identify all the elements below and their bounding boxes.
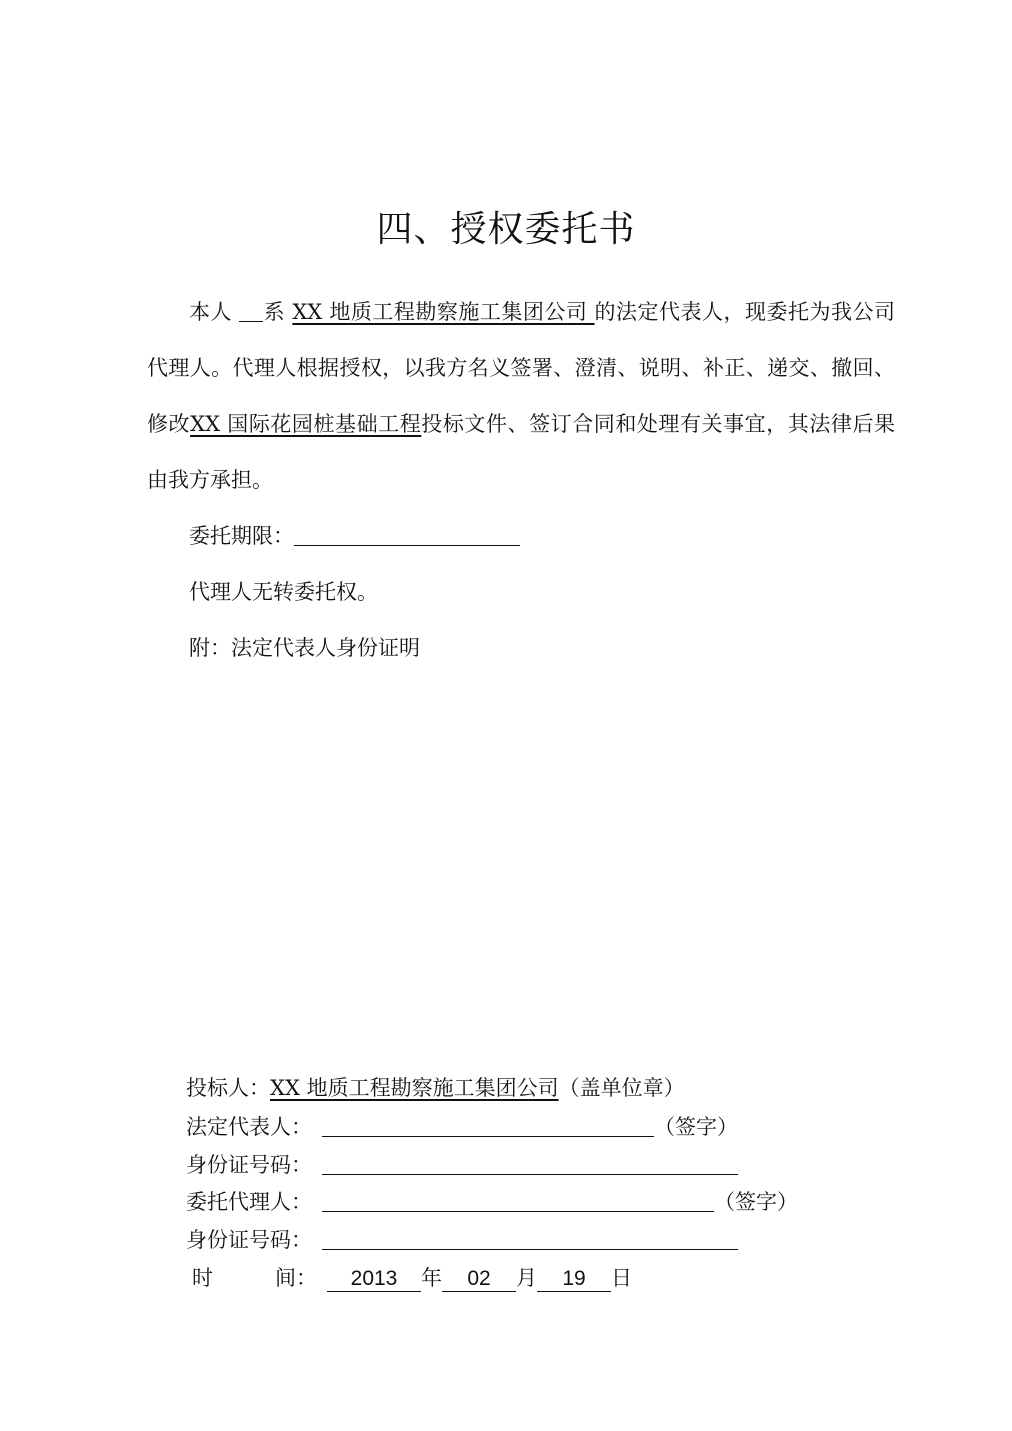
month-value[interactable]: 02 bbox=[442, 1267, 516, 1292]
body-text bbox=[147, 284, 895, 676]
id-label-2: 身份证号码： bbox=[186, 1228, 312, 1252]
attachment-note: 附：法定代表人身份证明 bbox=[189, 636, 420, 660]
legal-rep-sign-note: （签字） bbox=[654, 1115, 738, 1139]
authorization-paragraph bbox=[147, 284, 895, 508]
legal-rep-label: 法定代表人： bbox=[186, 1115, 312, 1139]
year-value[interactable]: 2013 bbox=[327, 1267, 421, 1292]
term-label: 委托期限： bbox=[189, 524, 294, 548]
id-label-1: 身份证号码： bbox=[186, 1153, 312, 1177]
company-name: XX 地质工程勘察施工集团公司 bbox=[292, 300, 595, 324]
id-blank-2[interactable] bbox=[322, 1227, 738, 1250]
bidder-label: 投标人： bbox=[186, 1076, 270, 1100]
term-blank[interactable] bbox=[294, 523, 520, 546]
project-name: XX 国际花园桩基础工程 bbox=[190, 412, 422, 436]
text-delegation: 的法定代表人，现委托为我公司代理人。代理人根据授权，以我方名义签署、澄清、说明、补正、递交、撤回、修改 bbox=[147, 300, 895, 436]
agent-blank[interactable] bbox=[322, 1189, 714, 1212]
day-value[interactable]: 19 bbox=[537, 1267, 611, 1292]
month-unit: 月 bbox=[516, 1266, 537, 1290]
text-of: 系 bbox=[263, 300, 293, 324]
term-line bbox=[147, 508, 895, 564]
time-label-2: 间： bbox=[275, 1266, 317, 1290]
year-unit: 年 bbox=[421, 1266, 442, 1290]
name-blank[interactable] bbox=[239, 299, 263, 322]
legal-rep-blank[interactable] bbox=[322, 1114, 654, 1137]
bidder-seal-note: （盖单位章） bbox=[558, 1076, 685, 1100]
agent-line bbox=[186, 1187, 798, 1217]
text-self: 本人 bbox=[189, 300, 240, 324]
legal-rep-line bbox=[186, 1112, 738, 1142]
agent-sign-note: （签字） bbox=[714, 1190, 798, 1214]
id-blank-1[interactable] bbox=[322, 1152, 738, 1175]
no-subdelegation: 代理人无转委托权。 bbox=[189, 580, 378, 604]
id-line-2 bbox=[186, 1225, 738, 1255]
date-line bbox=[192, 1263, 632, 1293]
day-unit: 日 bbox=[611, 1266, 632, 1290]
document-title: 四、授权委托书 bbox=[376, 209, 636, 250]
bidder-value: XX 地质工程勘察施工集团公司 bbox=[270, 1076, 559, 1100]
agent-label: 委托代理人： bbox=[186, 1190, 312, 1214]
bidder-line bbox=[186, 1073, 685, 1103]
id-line-1 bbox=[186, 1150, 738, 1180]
time-label-1: 时 bbox=[192, 1266, 213, 1290]
text-consequence: 投标文件、签订合同和处理有关事宜，其法律后果由我方承担。 bbox=[147, 412, 896, 492]
